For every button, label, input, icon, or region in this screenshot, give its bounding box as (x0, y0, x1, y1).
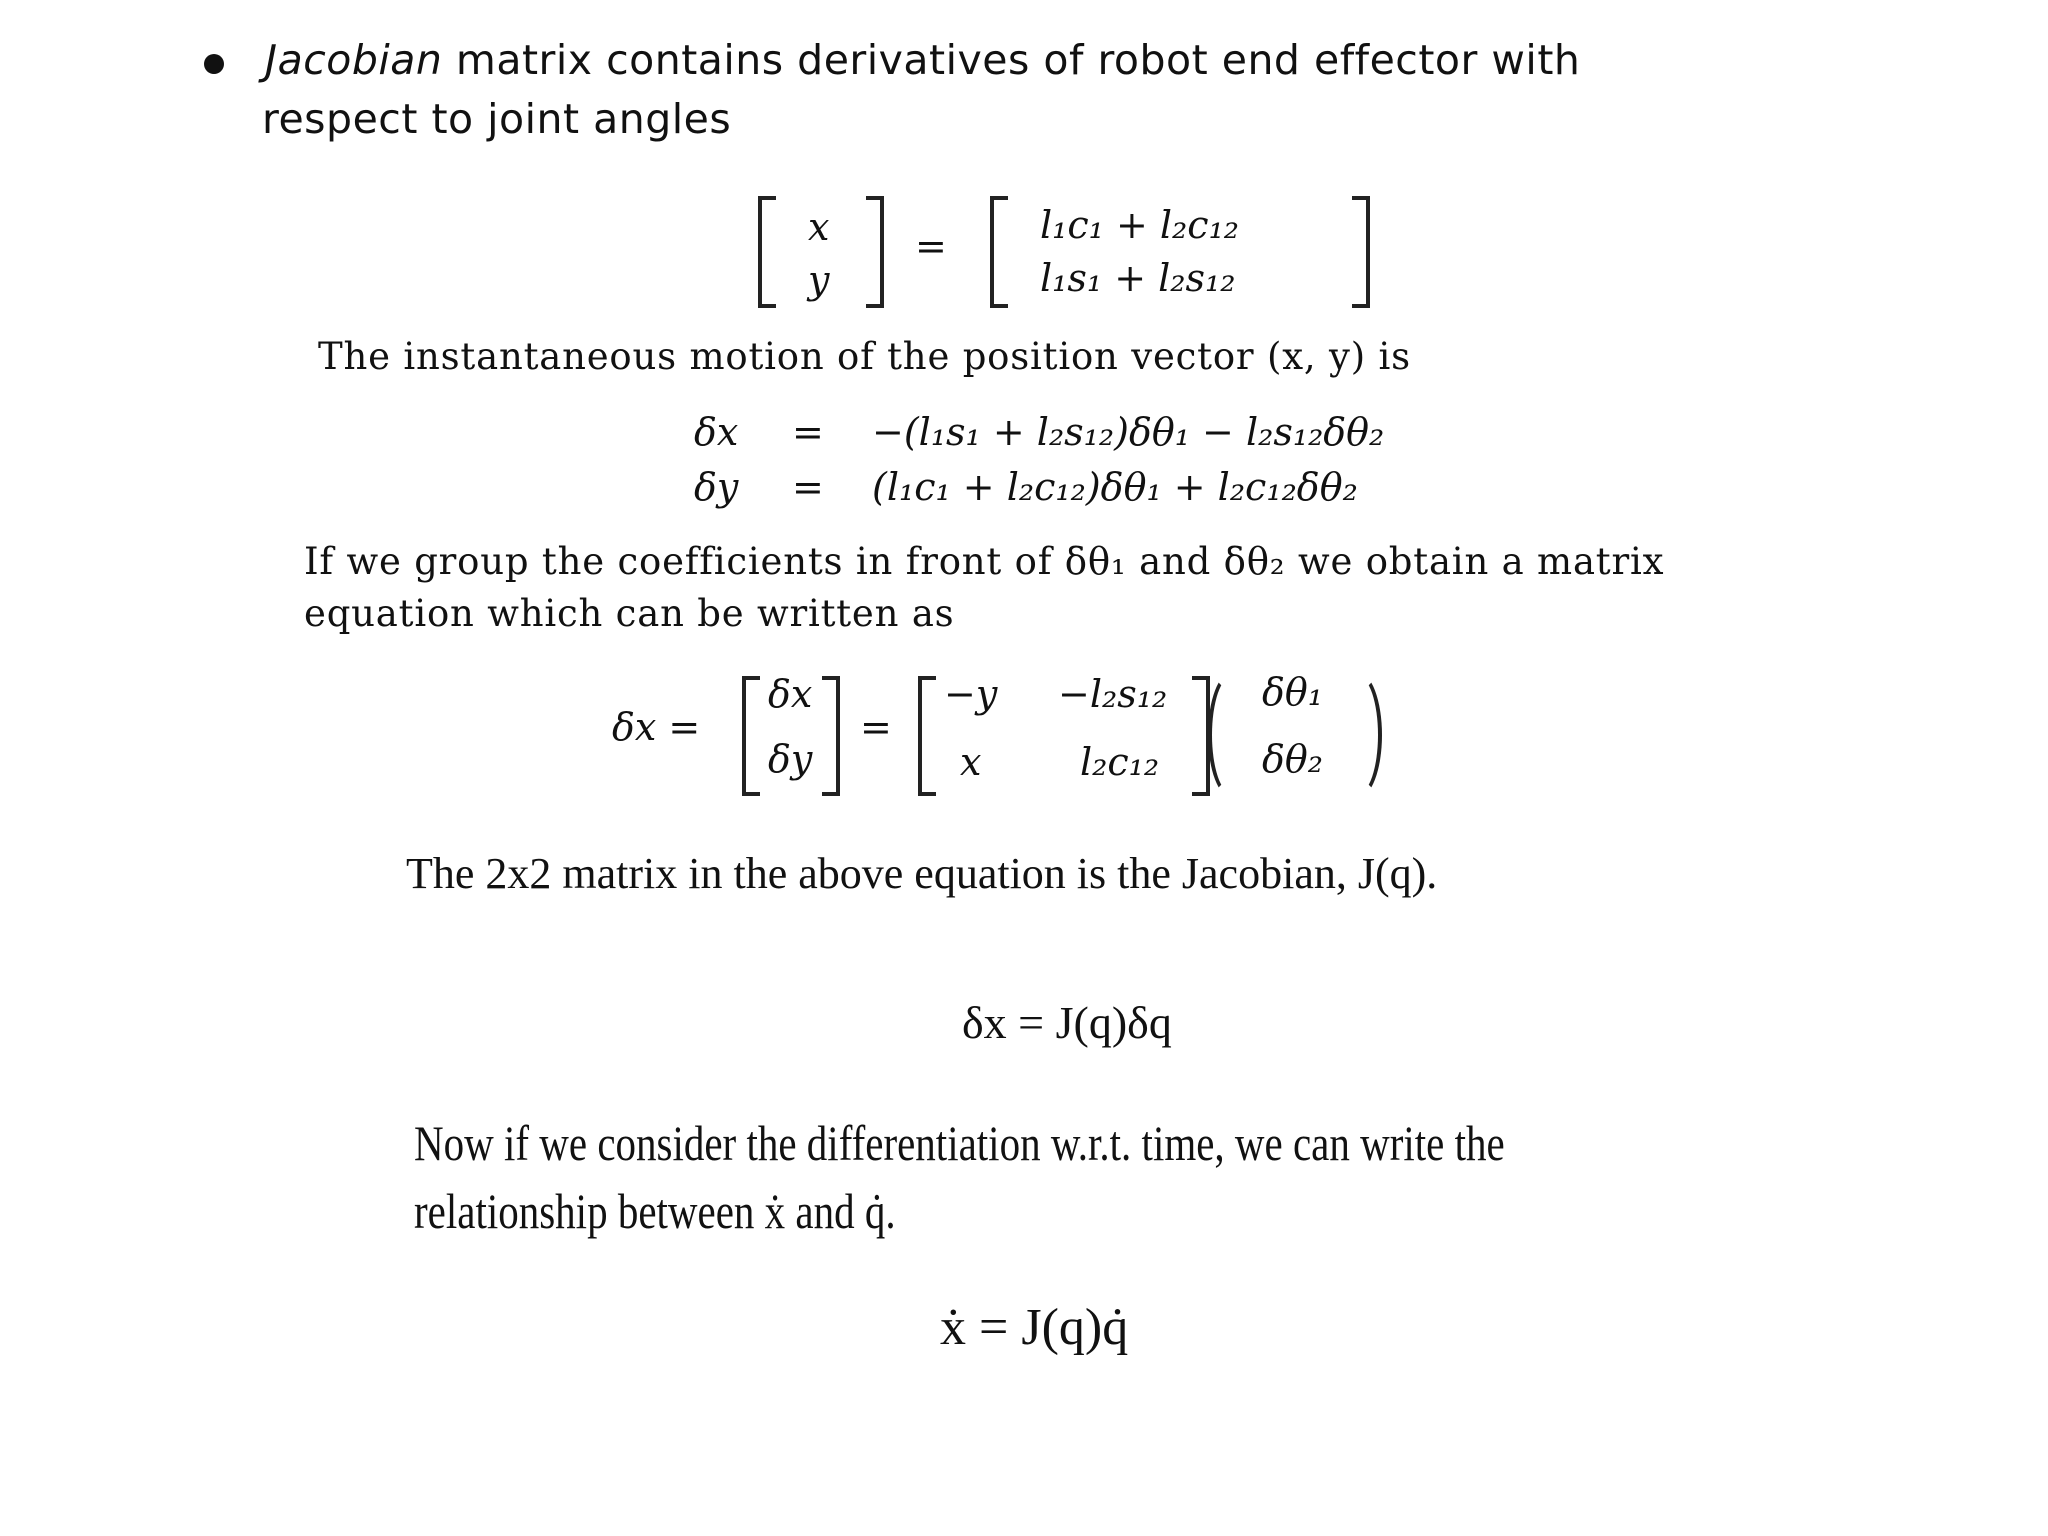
matrix-m12: −l₂s₁₂ (1058, 672, 1168, 716)
left-bracket (742, 676, 760, 796)
jacobian-definition-text: The 2x2 matrix in the above equation is the Jacobian, J(q). (406, 849, 1438, 898)
q-vector-bottom: δθ₂ (1262, 737, 1323, 781)
right-bracket (822, 676, 840, 796)
delta-x-lhs: δx (694, 410, 739, 454)
right-bracket (1352, 196, 1370, 308)
left-bracket (758, 196, 776, 308)
right-paren (1334, 672, 1382, 798)
velocity-jacobian-equation: ẋ = J(q)q̇ (940, 1299, 1129, 1356)
left-paren (1208, 672, 1256, 798)
vector-delta-x: δx (768, 672, 813, 716)
bullet-line-1 (265, 36, 1580, 84)
bullet-icon (204, 54, 224, 74)
jacobian-emphasis: Jacobian (265, 36, 443, 84)
left-bracket (990, 196, 1008, 308)
delta-y-rhs: (l₁c₁ + l₂c₁₂)δθ₁ + l₂c₁₂δθ₂ (872, 465, 1358, 509)
group-coefficients-line-1: If we group the coefficients in front of δθ₁ and δθ₂ we obtain a matrix (304, 540, 1665, 583)
delta-y-lhs: δy (694, 465, 739, 509)
bullet-line-1-rest: matrix contains derivatives of robot end effector with (442, 36, 1581, 84)
q-vector-top: δθ₁ (1262, 670, 1323, 714)
right-bracket (866, 196, 884, 308)
equals-sign: = (792, 410, 824, 454)
rhs-top: l₁c₁ + l₂c₁₂ (1040, 203, 1240, 247)
equals-sign: = (860, 705, 892, 749)
group-coefficients-line-2: equation which can be written as (304, 592, 955, 635)
jacobian-equation: δx = J(q)δq (962, 997, 1172, 1048)
delta-x-rhs: −(l₁s₁ + l₂s₁₂)δθ₁ − l₂s₁₂δθ₂ (872, 410, 1385, 454)
bullet-line-2: respect to joint angles (262, 95, 732, 143)
vector-delta-y: δy (768, 737, 813, 781)
rhs-bottom: l₁s₁ + l₂s₁₂ (1040, 256, 1236, 300)
time-differentiation-line-1: Now if we consider the differentiation w.r.t. time, we can write the (414, 1115, 1505, 1171)
vector-y: y (808, 258, 830, 302)
vector-x: x (808, 205, 830, 249)
left-bracket (918, 676, 936, 796)
matrix-m22: l₂c₁₂ (1080, 740, 1160, 784)
equals-sign: = (915, 224, 947, 268)
equals-sign: = (792, 465, 824, 509)
matrix-m21: x (960, 740, 982, 784)
time-differentiation-line-2: relationship between ẋ and q̇. (414, 1183, 896, 1239)
matrix-m11: −y (944, 672, 998, 716)
instantaneous-motion-text: The instantaneous motion of the position vector (x, y) is (318, 335, 1411, 378)
delta-x-lhs: δx = (612, 705, 701, 749)
